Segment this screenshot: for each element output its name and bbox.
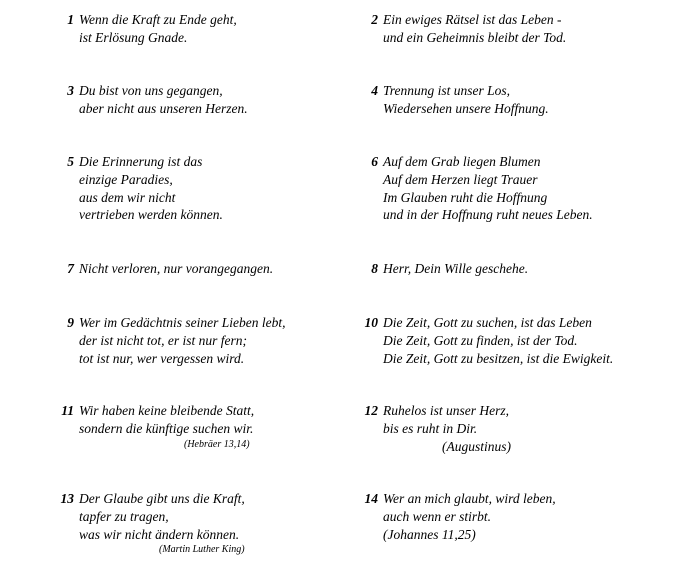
verse-source: (Hebräer 13,14) [184, 438, 250, 450]
verse-line: und ein Geheimnis bleibt der Tod. [383, 29, 567, 45]
verse-line: Wer an mich glaubt, wird leben, [383, 491, 556, 506]
verse-line: Der Glaube gibt uns die Kraft, [79, 491, 245, 506]
verse-line: Nicht verloren, nur vorangegangen. [79, 261, 274, 276]
verse-text [79, 314, 285, 367]
verse-text [383, 82, 549, 118]
verse-line: Herr, Dein Wille geschehe. [383, 261, 529, 276]
verse-number: 8 [371, 261, 378, 276]
verse-line: aus dem wir nicht [79, 189, 176, 205]
verse-source: (Augustinus) [442, 438, 511, 454]
verse-source: (Martin Luther King) [159, 544, 245, 556]
verse-line: und in der Hoffnung ruht neues Leben. [383, 207, 593, 223]
verse-line: Die Zeit, Gott zu suchen, ist das Leben [383, 315, 592, 330]
verse-line: Die Erinnerung ist das [79, 154, 203, 169]
verse-number: 13 [60, 491, 74, 506]
verse-number: 2 [371, 12, 378, 27]
verse-line: tot ist nur, wer vergessen wird. [79, 350, 245, 366]
verse-line: was wir nicht ändern können. [79, 526, 240, 542]
verse-line: auch wenn er stirbt. [383, 508, 491, 524]
verse-line: Auf dem Grab liegen Blumen [383, 154, 541, 169]
verse-text [383, 153, 593, 224]
verse-text [383, 402, 511, 455]
verse-text [79, 82, 248, 118]
verse-line: Die Zeit, Gott zu besitzen, ist die Ewigkeit. [383, 350, 614, 366]
verse-text [79, 153, 223, 224]
verse-text [79, 260, 273, 278]
verse-number: 14 [364, 491, 378, 506]
verse-number: 3 [67, 83, 74, 98]
verse-text [383, 314, 613, 367]
verse-text [79, 11, 237, 47]
verse-line: Auf dem Herzen liegt Trauer [383, 171, 538, 187]
verse-line: Die Zeit, Gott zu finden, ist der Tod. [383, 332, 578, 348]
verse-line: vertrieben werden können. [79, 207, 223, 223]
verse-number: 10 [364, 315, 378, 330]
verse-number: 12 [364, 403, 378, 418]
verse-line: bis es ruht in Dir. [383, 420, 478, 436]
verse-number: 11 [61, 403, 74, 418]
verse-line: Wer im Gedächtnis seiner Lieben lebt, [79, 315, 286, 330]
verse-number: 9 [67, 315, 74, 330]
verse-number: 6 [371, 154, 378, 169]
verse-line: Wir haben keine bleibende Statt, [79, 403, 255, 418]
verse-line: tapfer zu tragen, [79, 508, 169, 524]
verse-line: der ist nicht tot, er ist nur fern; [79, 332, 247, 348]
verse-line: Wiedersehen unsere Hoffnung. [383, 100, 549, 116]
verse-line: Du bist von uns gegangen, [79, 83, 223, 98]
verse-source: (Johannes 11,25) [383, 526, 476, 542]
verse-number: 7 [67, 261, 74, 276]
verse-number: 5 [67, 154, 74, 169]
verse-line: sondern die künftige suchen wir. [79, 420, 254, 436]
verse-text [79, 490, 245, 557]
verse-text [383, 490, 556, 543]
verse-line: Wenn die Kraft zu Ende geht, [79, 12, 237, 27]
verse-line: aber nicht aus unseren Herzen. [79, 100, 248, 116]
verse-line: einzige Paradies, [79, 171, 173, 187]
verse-line: Ruhelos ist unser Herz, [383, 403, 509, 418]
verse-number: 1 [67, 12, 74, 27]
verse-text [383, 11, 566, 47]
verse-text [383, 260, 528, 278]
verse-line: Trennung ist unser Los, [383, 83, 511, 98]
verse-text [79, 402, 254, 452]
verse-number: 4 [371, 83, 378, 98]
verse-line: Im Glauben ruht die Hoffnung [383, 189, 548, 205]
verse-line: Ein ewiges Rätsel ist das Leben - [383, 12, 562, 27]
verse-line: ist Erlösung Gnade. [79, 29, 188, 45]
